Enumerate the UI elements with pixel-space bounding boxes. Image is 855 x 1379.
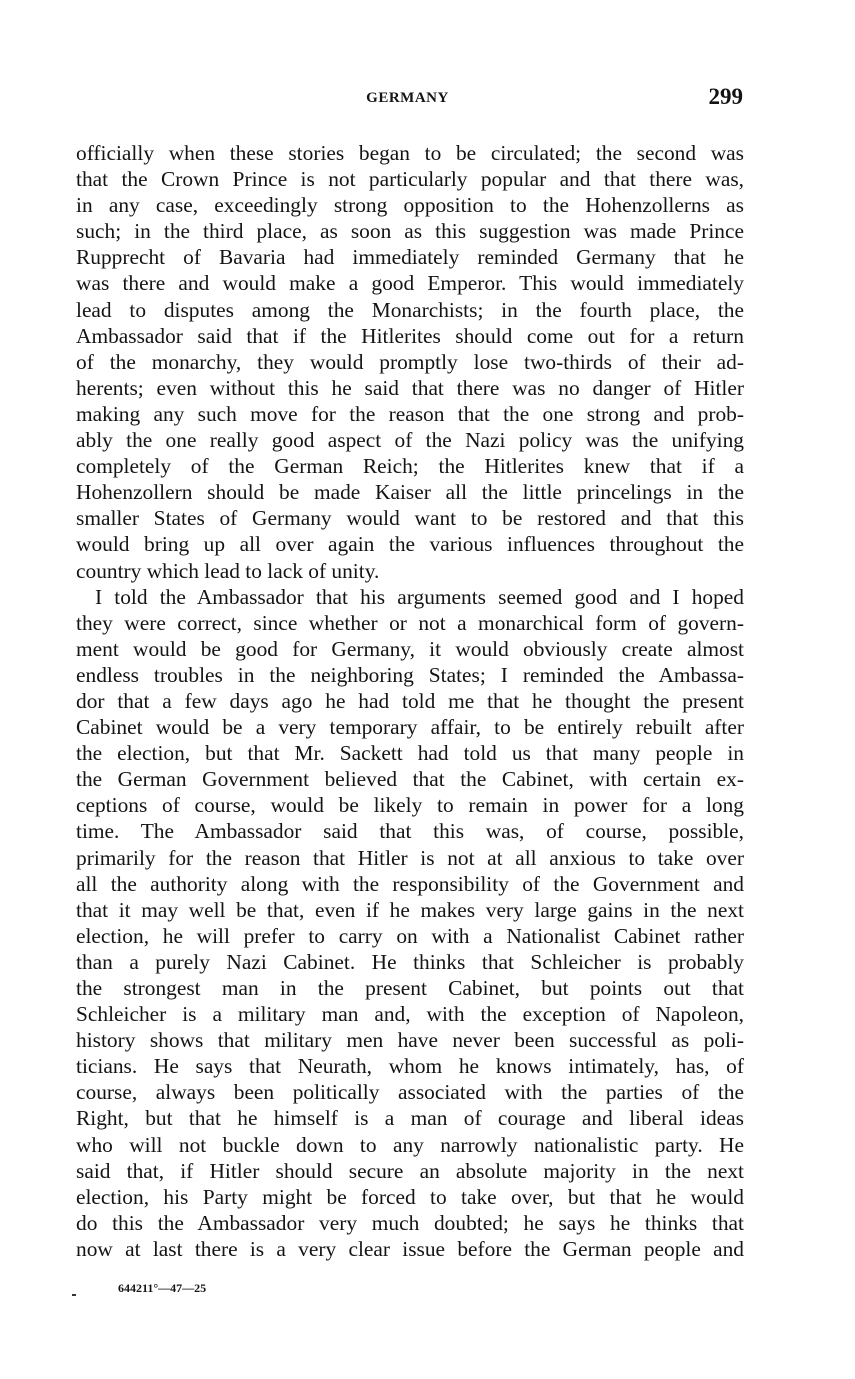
text-line: than a purely Nazi Cabinet. He thinks that Schleicher is probably: [76, 949, 744, 974]
running-header-title: GERMANY: [366, 90, 449, 106]
text-line: in any case, exceedingly strong opposition to the Hohenzollerns as: [76, 193, 744, 218]
text-line: the strongest man in the present Cabinet, but points out that: [76, 976, 744, 1000]
text-line: would bring up all over again the various influences throughout the: [76, 532, 744, 557]
text-line: smaller States of Germany would want to be restored and that this: [76, 506, 744, 531]
text-line: that it may well be that, even if he makes very large gains in the next: [76, 897, 744, 922]
text-line: time. The Ambassador said that this was, of course, possible,: [76, 819, 744, 844]
text-line: who will not buckle down to any narrowly nationalistic party. He: [76, 1132, 744, 1157]
page-number: 299: [708, 84, 743, 109]
text-line: the election, but that Mr. Sackett had told us that many people in: [76, 741, 744, 766]
paragraph-1: [76, 140, 744, 584]
text-line: lead to disputes among the Monarchists; in the fourth place, the: [76, 297, 744, 322]
text-line: Ambassador said that if the Hitlerites should come out for a return: [76, 323, 744, 348]
text-line: of the monarchy, they would promptly lose two-thirds of their ad-: [76, 349, 744, 374]
footer-mark: [72, 1294, 76, 1296]
text-line: Hohenzollern should be made Kaiser all the little princelings in the: [76, 480, 744, 505]
text-line: country which lead to lack of unity.: [76, 558, 380, 583]
text-line: primarily for the reason that Hitler is not at all anxious to take over: [76, 845, 744, 870]
text-line: now at last there is a very clear issue before the German people and: [76, 1236, 744, 1261]
text-line: officially when these stories began to be circulated; the second was: [76, 141, 744, 165]
text-line: completely of the German Reich; the Hitlerites knew that if a: [76, 454, 744, 479]
text-line: history shows that military men have never been successful as poli-: [76, 1028, 744, 1053]
body-text: [76, 140, 744, 1262]
footer-print-code: 644211°—47—25: [118, 1281, 207, 1295]
text-line: Cabinet would be a very temporary affair, to be entirely rebuilt after: [76, 715, 744, 740]
text-line: dor that a few days ago he had told me that he thought the present: [76, 688, 744, 713]
text-line: said that, if Hitler should secure an absolute majority in the next: [76, 1158, 744, 1183]
text-line: the German Government believed that the Cabinet, with certain ex-: [76, 767, 744, 792]
text-line: that the Crown Prince is not particularly popular and that there was,: [76, 167, 744, 192]
paragraph-2: [76, 584, 744, 1262]
text-line: I told the Ambassador that his arguments seemed good and I hoped: [95, 584, 744, 609]
text-line: ticians. He says that Neurath, whom he knows intimately, has, of: [76, 1054, 744, 1079]
text-line: herents; even without this he said that there was no danger of Hitler: [76, 375, 744, 400]
text-line: endless troubles in the neighboring States; I reminded the Ambassa-: [76, 662, 744, 687]
text-line: they were correct, since whether or not a monarchical form of govern-: [76, 610, 744, 635]
text-line: election, he will prefer to carry on with a Nationalist Cabinet rather: [76, 923, 744, 948]
text-line: such; in the third place, as soon as this suggestion was made Prince: [76, 219, 744, 244]
text-line: Rupprecht of Bavaria had immediately reminded Germany that he: [76, 245, 744, 270]
text-line: do this the Ambassador very much doubted; he says he thinks that: [76, 1210, 744, 1235]
text-line: election, his Party might be forced to take over, but that he would: [76, 1184, 744, 1209]
text-line: Schleicher is a military man and, with the exception of Napoleon,: [76, 1002, 744, 1027]
text-line: Right, but that he himself is a man of courage and liberal ideas: [76, 1106, 744, 1131]
text-line: was there and would make a good Emperor. This would immediately: [76, 271, 744, 296]
text-line: ably the one really good aspect of the Nazi policy was the unifying: [76, 428, 744, 453]
text-line: course, always been politically associated with the parties of the: [76, 1080, 744, 1105]
text-line: making any such move for the reason that the one strong and prob-: [76, 401, 744, 426]
text-line: ment would be good for Germany, it would obviously create almost: [76, 636, 744, 661]
text-line: ceptions of course, would be likely to remain in power for a long: [76, 793, 744, 818]
text-line: all the authority along with the responsibility of the Government and: [76, 871, 744, 896]
